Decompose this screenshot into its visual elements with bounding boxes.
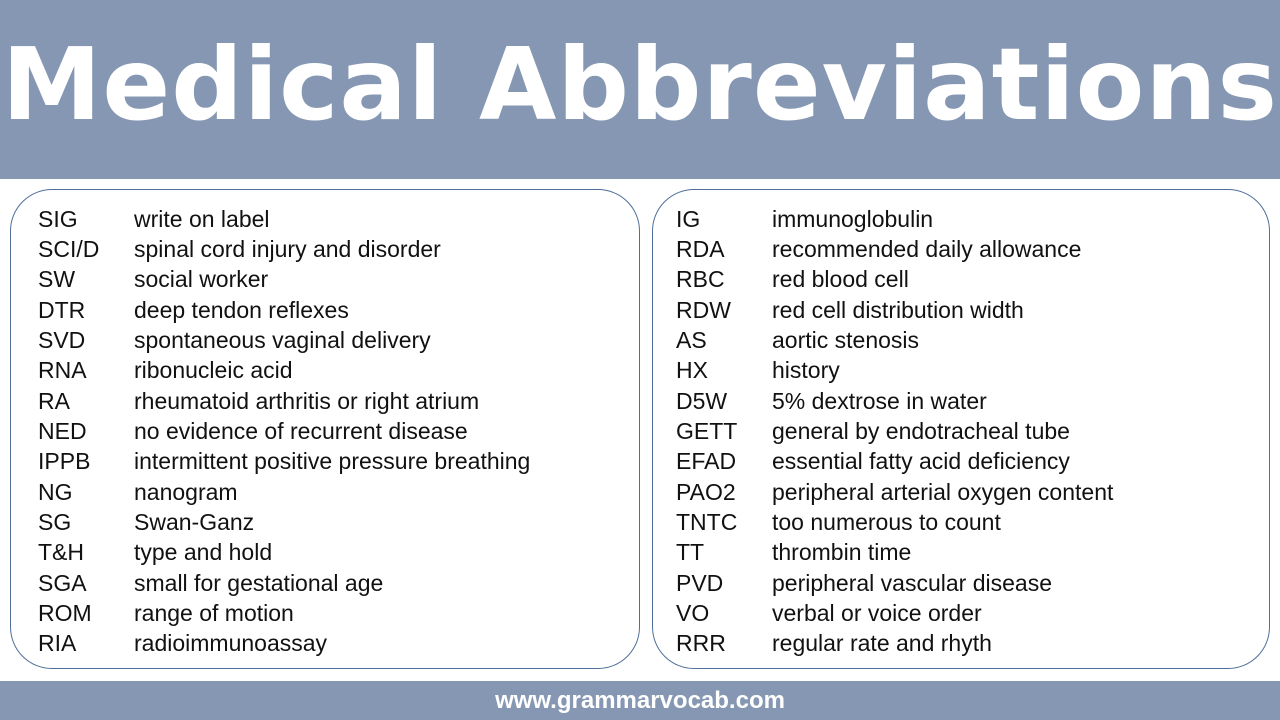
abbreviation-definition: 5% dextrose in water	[772, 387, 987, 414]
abbreviation-term: SG	[38, 509, 72, 535]
abbreviation-term: ROM	[38, 600, 92, 627]
abbreviation-term: EFAD	[676, 448, 737, 475]
page-title: Medical Abbreviations	[1, 25, 1279, 143]
abbreviation-definition: social worker	[134, 266, 269, 293]
abbreviation-term: GETT	[676, 417, 738, 444]
abbreviation-row	[653, 234, 1269, 264]
abbreviation-term: SGA	[38, 569, 87, 596]
abbreviation-term: SIG	[38, 205, 78, 232]
abbreviation-definition: radioimmunoassay	[134, 630, 328, 657]
abbreviation-term: RA	[38, 387, 70, 414]
abbreviation-row	[11, 386, 639, 416]
abbreviation-row	[653, 325, 1269, 355]
abbreviation-definition: spinal cord injury and disorder	[134, 235, 441, 262]
abbreviation-definition: red cell distribution width	[772, 296, 1024, 323]
abbreviation-term: RRR	[676, 630, 726, 657]
abbreviation-term: RDW	[676, 296, 731, 323]
abbreviation-term: RNA	[38, 357, 87, 384]
abbreviation-term: NED	[38, 417, 87, 444]
abbreviation-definition: peripheral vascular disease	[772, 569, 1052, 596]
abbreviation-panel-right	[652, 189, 1270, 669]
abbreviation-definition: peripheral arterial oxygen content	[772, 478, 1114, 505]
abbreviation-term: TT	[676, 539, 705, 566]
abbreviation-row	[653, 477, 1269, 507]
abbreviation-term: IG	[676, 205, 701, 232]
abbreviation-term: HX	[676, 357, 708, 384]
abbreviation-row	[11, 599, 639, 629]
abbreviation-term: RDA	[676, 235, 725, 262]
abbreviation-row	[11, 265, 639, 295]
abbreviation-definition: ribonucleic acid	[134, 357, 293, 384]
abbreviation-row	[653, 629, 1269, 659]
abbreviation-row	[11, 416, 639, 446]
abbreviation-term: SVD	[38, 326, 86, 353]
abbreviation-definition: rheumatoid arthritis or right atrium	[134, 387, 480, 414]
abbreviation-term: RIA	[38, 630, 77, 657]
abbreviation-definition: essential fatty acid deficiency	[772, 448, 1070, 475]
abbreviation-row	[11, 508, 639, 538]
header-banner	[0, 0, 1280, 179]
abbreviation-row	[653, 356, 1269, 386]
abbreviation-term: SCI/D	[38, 235, 100, 262]
abbreviation-row	[653, 204, 1269, 234]
abbreviation-term: RBC	[676, 266, 725, 293]
abbreviation-definition: small for gestational age	[134, 569, 384, 596]
abbreviation-term: TNTC	[676, 509, 738, 535]
abbreviation-row	[11, 204, 639, 234]
abbreviation-definition: recommended daily allowance	[772, 235, 1082, 262]
abbreviation-definition: too numerous to count	[772, 509, 1001, 535]
abbreviation-row	[653, 416, 1269, 446]
abbreviation-term: AS	[676, 326, 707, 353]
abbreviation-definition: immunoglobulin	[772, 205, 934, 232]
abbreviation-row	[653, 295, 1269, 325]
abbreviation-definition: type and hold	[134, 539, 273, 566]
abbreviation-term: D5W	[676, 387, 728, 414]
abbreviation-row	[653, 508, 1269, 538]
abbreviation-row	[11, 477, 639, 507]
abbreviation-term: SW	[38, 266, 76, 293]
abbreviation-row	[11, 538, 639, 568]
abbreviation-definition: deep tendon reflexes	[134, 296, 349, 323]
abbreviation-panel-left	[10, 189, 640, 669]
abbreviation-term: VO	[676, 600, 710, 627]
abbreviation-term: PAO2	[676, 478, 736, 505]
abbreviation-row	[653, 386, 1269, 416]
abbreviation-definition: history	[772, 357, 840, 384]
abbreviation-definition: spontaneous vaginal delivery	[134, 326, 431, 353]
abbreviation-definition: aortic stenosis	[772, 326, 920, 353]
abbreviation-row	[11, 325, 639, 355]
footer-banner	[0, 681, 1280, 720]
abbreviation-row	[653, 568, 1269, 598]
abbreviation-term: NG	[38, 478, 73, 505]
abbreviation-definition: nanogram	[134, 478, 238, 505]
abbreviation-definition: range of motion	[134, 600, 294, 627]
abbreviation-row	[11, 295, 639, 325]
abbreviation-row	[11, 629, 639, 659]
abbreviation-row	[11, 568, 639, 598]
abbreviation-term: DTR	[38, 296, 86, 323]
abbreviation-row	[11, 356, 639, 386]
abbreviation-row	[653, 538, 1269, 568]
abbreviation-definition: no evidence of recurrent disease	[134, 417, 468, 444]
abbreviation-definition: intermittent positive pressure breathing	[134, 448, 531, 475]
abbreviation-row	[11, 447, 639, 477]
abbreviation-row	[653, 447, 1269, 477]
abbreviation-definition: general by endotracheal tube	[772, 417, 1070, 444]
abbreviation-definition: verbal or voice order	[772, 600, 982, 627]
abbreviation-term: PVD	[676, 569, 724, 596]
website-url: www.grammarvocab.com	[495, 686, 785, 714]
abbreviation-row	[653, 599, 1269, 629]
abbreviation-term: IPPB	[38, 448, 91, 475]
abbreviation-definition: red blood cell	[772, 266, 909, 293]
abbreviation-row	[653, 265, 1269, 295]
abbreviation-definition: Swan-Ganz	[134, 509, 255, 535]
abbreviation-definition: regular rate and rhyth	[772, 630, 992, 657]
abbreviation-term: T&H	[38, 539, 84, 566]
abbreviation-definition: thrombin time	[772, 539, 912, 566]
abbreviation-row	[11, 234, 639, 264]
abbreviation-definition: write on label	[134, 205, 270, 232]
